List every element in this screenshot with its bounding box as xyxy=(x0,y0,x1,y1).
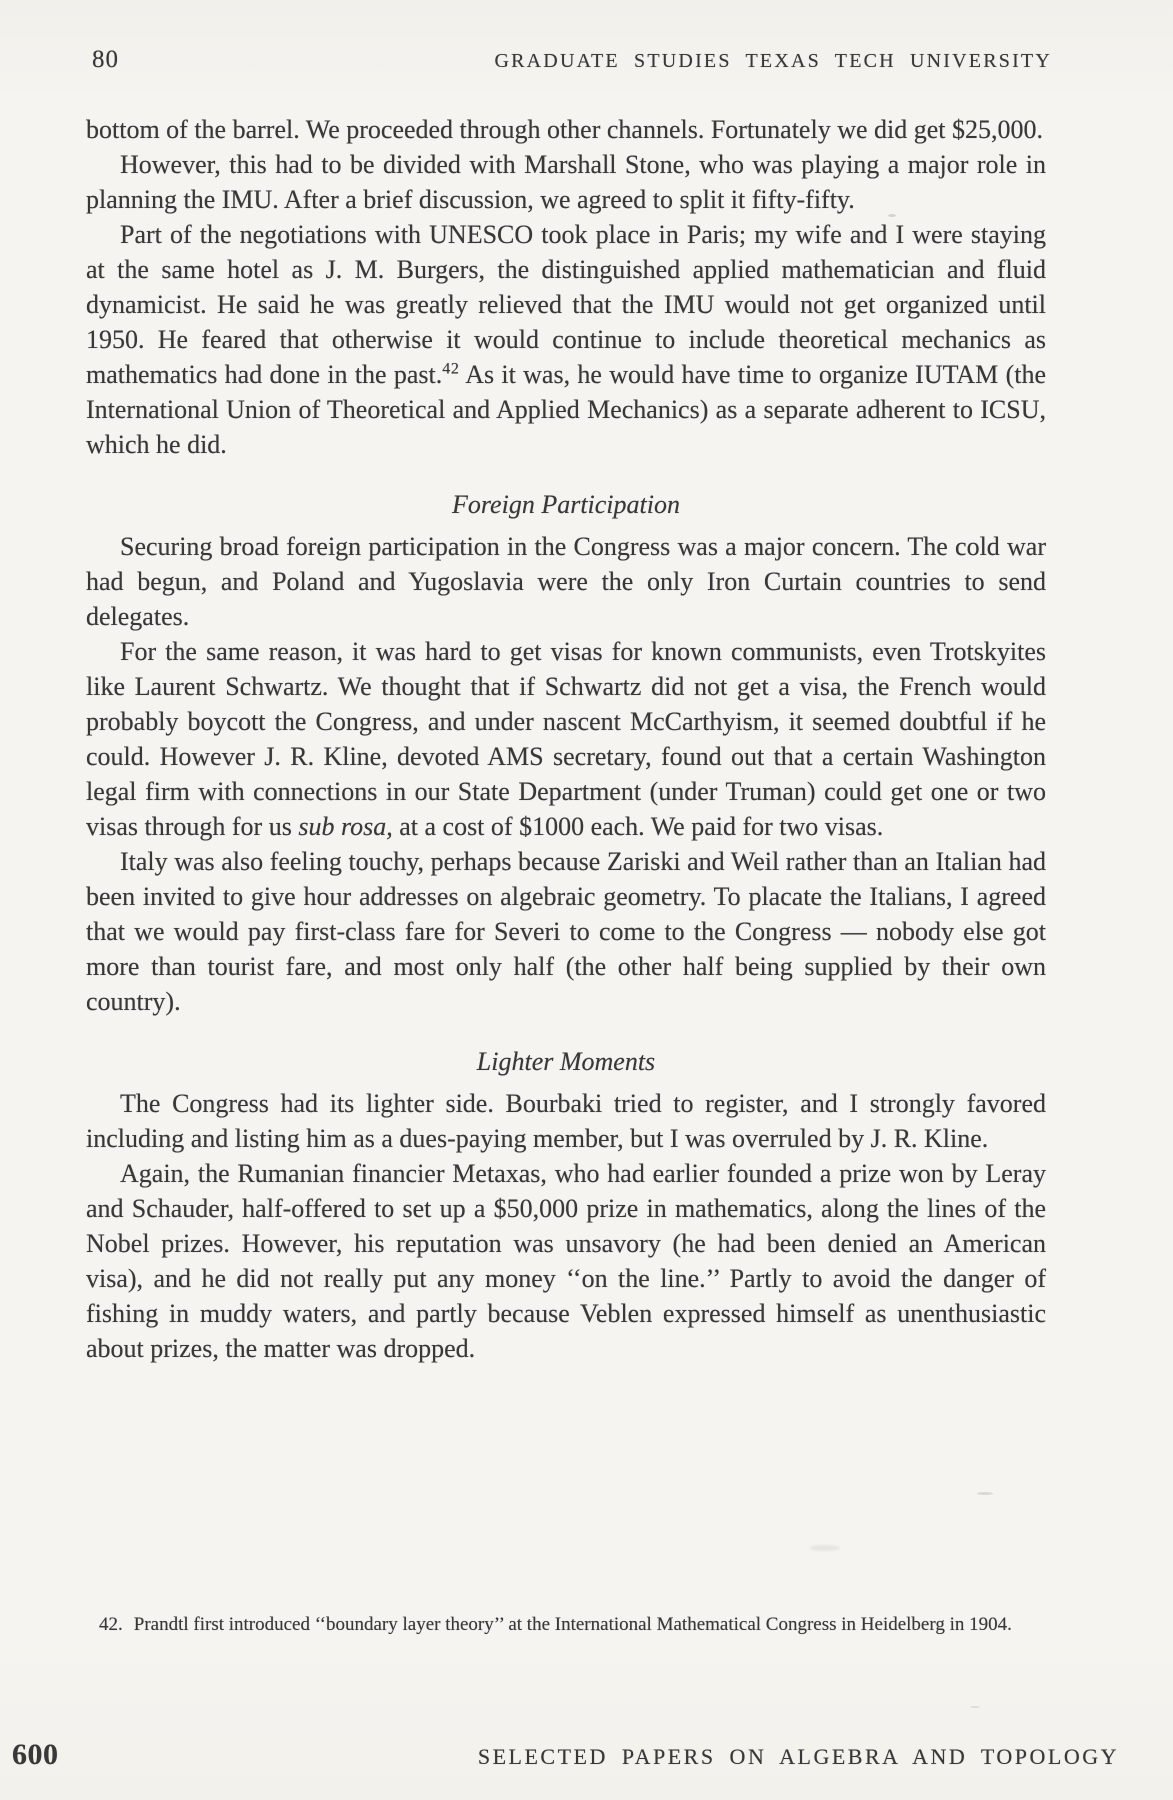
paragraph xyxy=(86,844,1046,1019)
section-heading: Foreign Participation xyxy=(452,490,680,519)
paragraph xyxy=(86,1156,1046,1366)
footnote-reference: 42 xyxy=(442,360,460,378)
footnote-text: Prandtl first introduced ‘‘boundary layer theory’’ at the International Mathematical Congress in Heidelberg in 1904. xyxy=(133,1614,1012,1635)
text-segment: However, this had to be divided with Marshall Stone, who was playing a major role in planning the IMU. After a brief discussion, we agreed to split it fifty-fifty. xyxy=(86,150,1046,214)
paragraph xyxy=(86,634,1046,844)
running-header xyxy=(92,46,1052,74)
scan-artifact xyxy=(970,1706,980,1708)
text-segment: bottom of the barrel. We proceeded through other channels. Fortunately we did get $25,000. xyxy=(86,115,1043,144)
text-segment: Securing broad foreign participation in the Congress was a major concern. The cold war had begun, and Poland and Yugoslavia were the only Iron Curtain countries to send delegates. xyxy=(86,532,1046,631)
paragraph xyxy=(86,112,1046,147)
text-segment: at a cost of $1000 each. We paid for two visas. xyxy=(392,812,884,841)
footnote xyxy=(99,1613,1049,1637)
footer-page-number: 600 xyxy=(12,1738,59,1771)
page-body xyxy=(86,112,1046,1366)
section-heading: Lighter Moments xyxy=(476,1047,656,1076)
scan-artifact xyxy=(810,1545,840,1551)
footer-book-title: SELECTED PAPERS ON ALGEBRA AND TOPOLOGY xyxy=(477,1744,1119,1769)
footnote-number: 42. xyxy=(99,1614,123,1635)
text-segment: For the same reason, it was hard to get visas for known communists, even Trotskyites like Laurent Schwartz. We thought that if Schwartz did not get a visa, the French would probably boycott the Congress, and under nascent McCarthyism, it seemed doubtful if he could. However J. R. Kline, devoted AMS secretary, found out that a certain Washington legal firm with connections in our State Department (under Truman) could get one or two visas through for us xyxy=(86,637,1046,841)
text-segment: As it was, he would have time to organize IUTAM (the International Union of Theoretical and Applied Mechanics) as a separate adherent to ICSU, which he did. xyxy=(86,360,1046,459)
text-segment: Again, the Rumanian financier Metaxas, who had earlier founded a prize won by Leray and Schauder, half-offered to set up a $50,000 prize in mathematics, along the lines of the Nobel prizes. However, his reputation was unsavory (he had been denied an American visa), and he did not really put any money ‘‘on the line.’’ Partly to avoid the danger of fishing in muddy waters, and partly because Veblen expressed himself as unenthusiastic about prizes, the matter was dropped. xyxy=(86,1159,1046,1363)
text-segment: The Congress had its lighter side. Bourbaki tried to register, and I strongly favored including and listing him as a dues-paying member, but I was overruled by J. R. Kline. xyxy=(86,1089,1046,1153)
paragraph xyxy=(86,529,1046,634)
text-segment: Italy was also feeling touchy, perhaps because Zariski and Weil rather than an Italian had been invited to give hour addresses on algebraic geometry. To placate the Italians, I agreed that we would pay first-class fare for Severi to come to the Congress — nobody else got more than tourist fare, and most only half (the other half being supplied by their own country). xyxy=(86,847,1046,1016)
header-page-number: 80 xyxy=(92,46,119,73)
paragraph xyxy=(86,147,1046,217)
running-title: GRADUATE STUDIES TEXAS TECH UNIVERSITY xyxy=(494,50,1052,72)
text-segment: Part of the negotiations with UNESCO took place in Paris; my wife and I were staying at the same hotel as J. M. Burgers, the distinguished applied mathematician and fluid dynamicist. He said he was greatly relieved that the IMU would not get organized until 1950. He feared that otherwise it would continue to include theoretical mechanics as mathematics had done in the past. xyxy=(86,220,1046,389)
paragraph xyxy=(86,217,1046,462)
scan-artifact xyxy=(977,1492,993,1495)
paragraph xyxy=(86,1086,1046,1156)
text-segment: sub rosa, xyxy=(298,812,393,841)
book-footer xyxy=(12,1738,1119,1772)
